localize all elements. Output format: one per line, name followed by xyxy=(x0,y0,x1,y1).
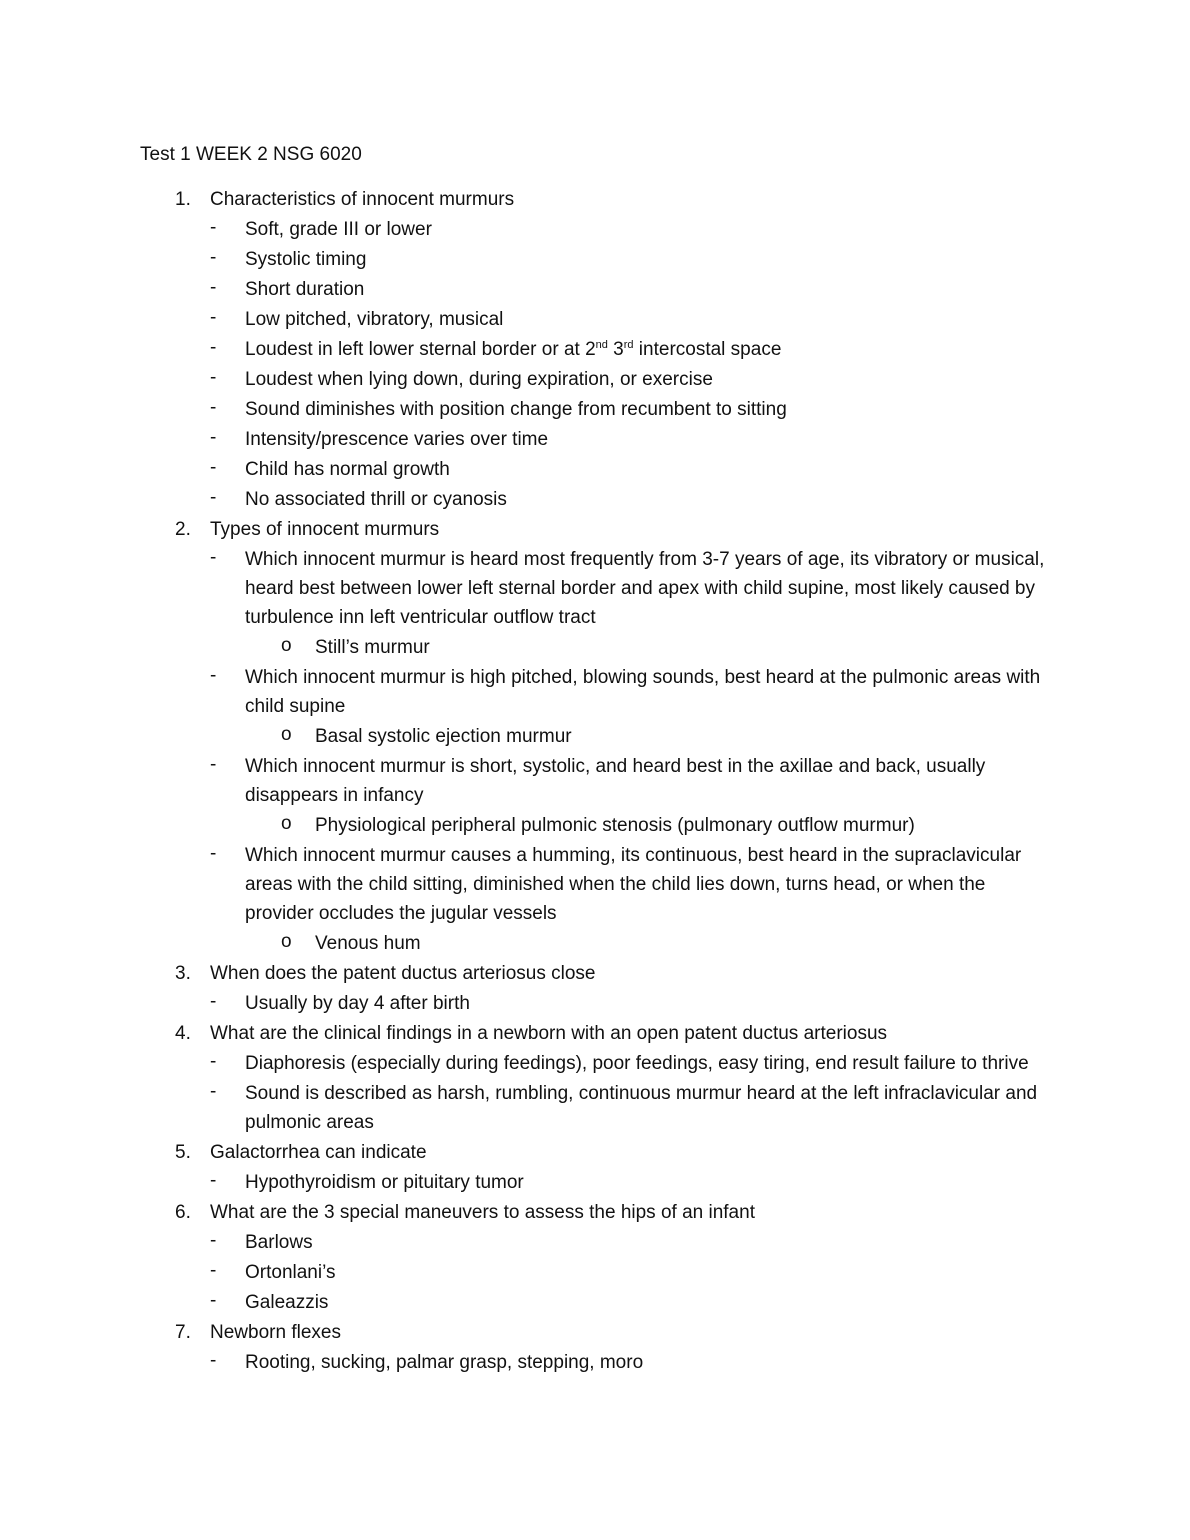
sub-item-text: Which innocent murmur is short, systolic, and heard best in the axillae and back, usually disappears in infancy xyxy=(245,756,986,806)
superscript: nd xyxy=(595,339,608,351)
item-text: Galactorrhea can indicate xyxy=(210,1142,427,1163)
item-number: 3. xyxy=(175,963,191,984)
sub-item-text: Hypothyroidism or pituitary tumor xyxy=(245,1172,524,1193)
dash-bullet: - xyxy=(210,457,217,478)
item-text: What are the 3 special maneuvers to assess the hips of an infant xyxy=(210,1202,755,1223)
item-number: 2. xyxy=(175,519,191,540)
list-item xyxy=(0,515,1190,544)
sub-item xyxy=(0,395,1190,424)
sub-item-text: Galeazzis xyxy=(245,1292,329,1313)
answer-text: Basal systolic ejection murmur xyxy=(315,726,572,747)
sub-item-text: Soft, grade III or lower xyxy=(245,219,432,240)
sub-item-text: Intensity/prescence varies over time xyxy=(245,429,549,450)
sub-item-text: Child has normal growth xyxy=(245,459,450,480)
question-list xyxy=(0,185,1190,1378)
item-number: 6. xyxy=(175,1202,191,1223)
list-item xyxy=(0,1138,1190,1167)
sub-item-text: Sound diminishes with position change from recumbent to sitting xyxy=(245,399,787,420)
sub-item xyxy=(0,425,1190,454)
sub-item-text-part: 3 xyxy=(607,339,624,360)
sub-item xyxy=(0,545,1190,632)
list-item xyxy=(0,959,1190,988)
answer-item xyxy=(0,633,1190,662)
sub-item-text: Systolic timing xyxy=(245,249,367,270)
sub-item xyxy=(0,305,1190,334)
sub-item-text: Usually by day 4 after birth xyxy=(245,993,470,1014)
answer-item xyxy=(0,722,1190,751)
circle-bullet: o xyxy=(281,724,292,745)
dash-bullet: - xyxy=(210,247,217,268)
dash-bullet: - xyxy=(210,277,217,298)
sub-item xyxy=(0,1079,1190,1137)
sub-item xyxy=(0,663,1190,721)
dash-bullet: - xyxy=(210,991,217,1012)
item-number: 1. xyxy=(175,189,191,210)
dash-bullet: - xyxy=(210,217,217,238)
circle-bullet: o xyxy=(281,635,292,656)
sub-item-text: Rooting, sucking, palmar grasp, stepping, moro xyxy=(245,1352,644,1373)
dash-bullet: - xyxy=(210,1051,217,1072)
dash-bullet: - xyxy=(210,1230,217,1251)
dash-bullet: - xyxy=(210,367,217,388)
dash-bullet: - xyxy=(210,1350,217,1371)
item-number: 4. xyxy=(175,1023,191,1044)
sub-item xyxy=(0,1168,1190,1197)
sub-item-text-part: intercostal space xyxy=(633,339,782,360)
sub-item-text: Barlows xyxy=(245,1232,313,1253)
item-text: What are the clinical findings in a newborn with an open patent ductus arteriosus xyxy=(210,1023,888,1044)
sub-item-text: Loudest when lying down, during expiration, or exercise xyxy=(245,369,713,390)
document-title: Test 1 WEEK 2 NSG 6020 xyxy=(140,144,362,165)
item-text: Newborn flexes xyxy=(210,1322,341,1343)
item-text: Characteristics of innocent murmurs xyxy=(210,189,515,210)
sub-item-text: Which innocent murmur is heard most frequently from 3-7 years of age, its vibratory or musical, heard best between lower left sternal border and apex with child supine, most likely caused by turbulence inn left ventricular outflow tract xyxy=(245,549,1045,628)
dash-bullet: - xyxy=(210,843,217,864)
sub-item xyxy=(0,989,1190,1018)
sub-item-text: Which innocent murmur causes a humming, its continuous, best heard in the supraclavicular areas with the child sitting, diminished when the child lies down, turns head, or when the provider occludes the jugular vessels xyxy=(245,845,1022,924)
sub-item xyxy=(0,485,1190,514)
sub-item xyxy=(0,455,1190,484)
sub-item xyxy=(0,365,1190,394)
sub-item xyxy=(0,335,1190,364)
dash-bullet: - xyxy=(210,307,217,328)
sub-item xyxy=(0,245,1190,274)
sub-item-text: No associated thrill or cyanosis xyxy=(245,489,507,510)
item-number: 7. xyxy=(175,1322,191,1343)
dash-bullet: - xyxy=(210,337,217,358)
sub-item-text-part: Loudest in left lower sternal border or at 2 xyxy=(245,339,596,360)
answer-text: Still’s murmur xyxy=(315,637,430,658)
list-item xyxy=(0,1198,1190,1227)
list-item xyxy=(0,185,1190,214)
dash-bullet: - xyxy=(210,427,217,448)
sub-item-text: Which innocent murmur is high pitched, blowing sounds, best heard at the pulmonic areas with child supine xyxy=(245,667,1041,717)
sub-item xyxy=(0,752,1190,810)
sub-item-text: Short duration xyxy=(245,279,365,300)
sub-item-text: Low pitched, vibratory, musical xyxy=(245,309,504,330)
sub-item-text: Ortonlani’s xyxy=(245,1262,336,1283)
answer-item xyxy=(0,811,1190,840)
circle-bullet: o xyxy=(281,813,292,834)
sub-item xyxy=(0,1049,1190,1078)
sub-item xyxy=(0,841,1190,928)
dash-bullet: - xyxy=(210,1290,217,1311)
list-item xyxy=(0,1019,1190,1048)
dash-bullet: - xyxy=(210,397,217,418)
item-text: Types of innocent murmurs xyxy=(210,519,440,540)
circle-bullet: o xyxy=(281,931,292,952)
dash-bullet: - xyxy=(210,665,217,686)
dash-bullet: - xyxy=(210,1170,217,1191)
answer-text: Venous hum xyxy=(315,933,421,954)
sub-item xyxy=(0,1288,1190,1317)
dash-bullet: - xyxy=(210,1260,217,1281)
sub-item xyxy=(0,275,1190,304)
superscript: rd xyxy=(623,339,634,351)
sub-item-text: Diaphoresis (especially during feedings), poor feedings, easy tiring, end result failure to thrive xyxy=(245,1053,1029,1074)
sub-item xyxy=(0,1348,1190,1377)
answer-text: Physiological peripheral pulmonic stenosis (pulmonary outflow murmur) xyxy=(315,815,915,836)
item-number: 5. xyxy=(175,1142,191,1163)
sub-item xyxy=(0,1258,1190,1287)
sub-item-text: Sound is described as harsh, rumbling, continuous murmur heard at the left infraclavicular and pulmonic areas xyxy=(245,1083,1038,1133)
sub-item xyxy=(0,215,1190,244)
dash-bullet: - xyxy=(210,487,217,508)
list-item xyxy=(0,1318,1190,1347)
sub-item xyxy=(0,1228,1190,1257)
dash-bullet: - xyxy=(210,547,217,568)
answer-item xyxy=(0,929,1190,958)
dash-bullet: - xyxy=(210,754,217,775)
item-text: When does the patent ductus arteriosus close xyxy=(210,963,596,984)
dash-bullet: - xyxy=(210,1081,217,1102)
